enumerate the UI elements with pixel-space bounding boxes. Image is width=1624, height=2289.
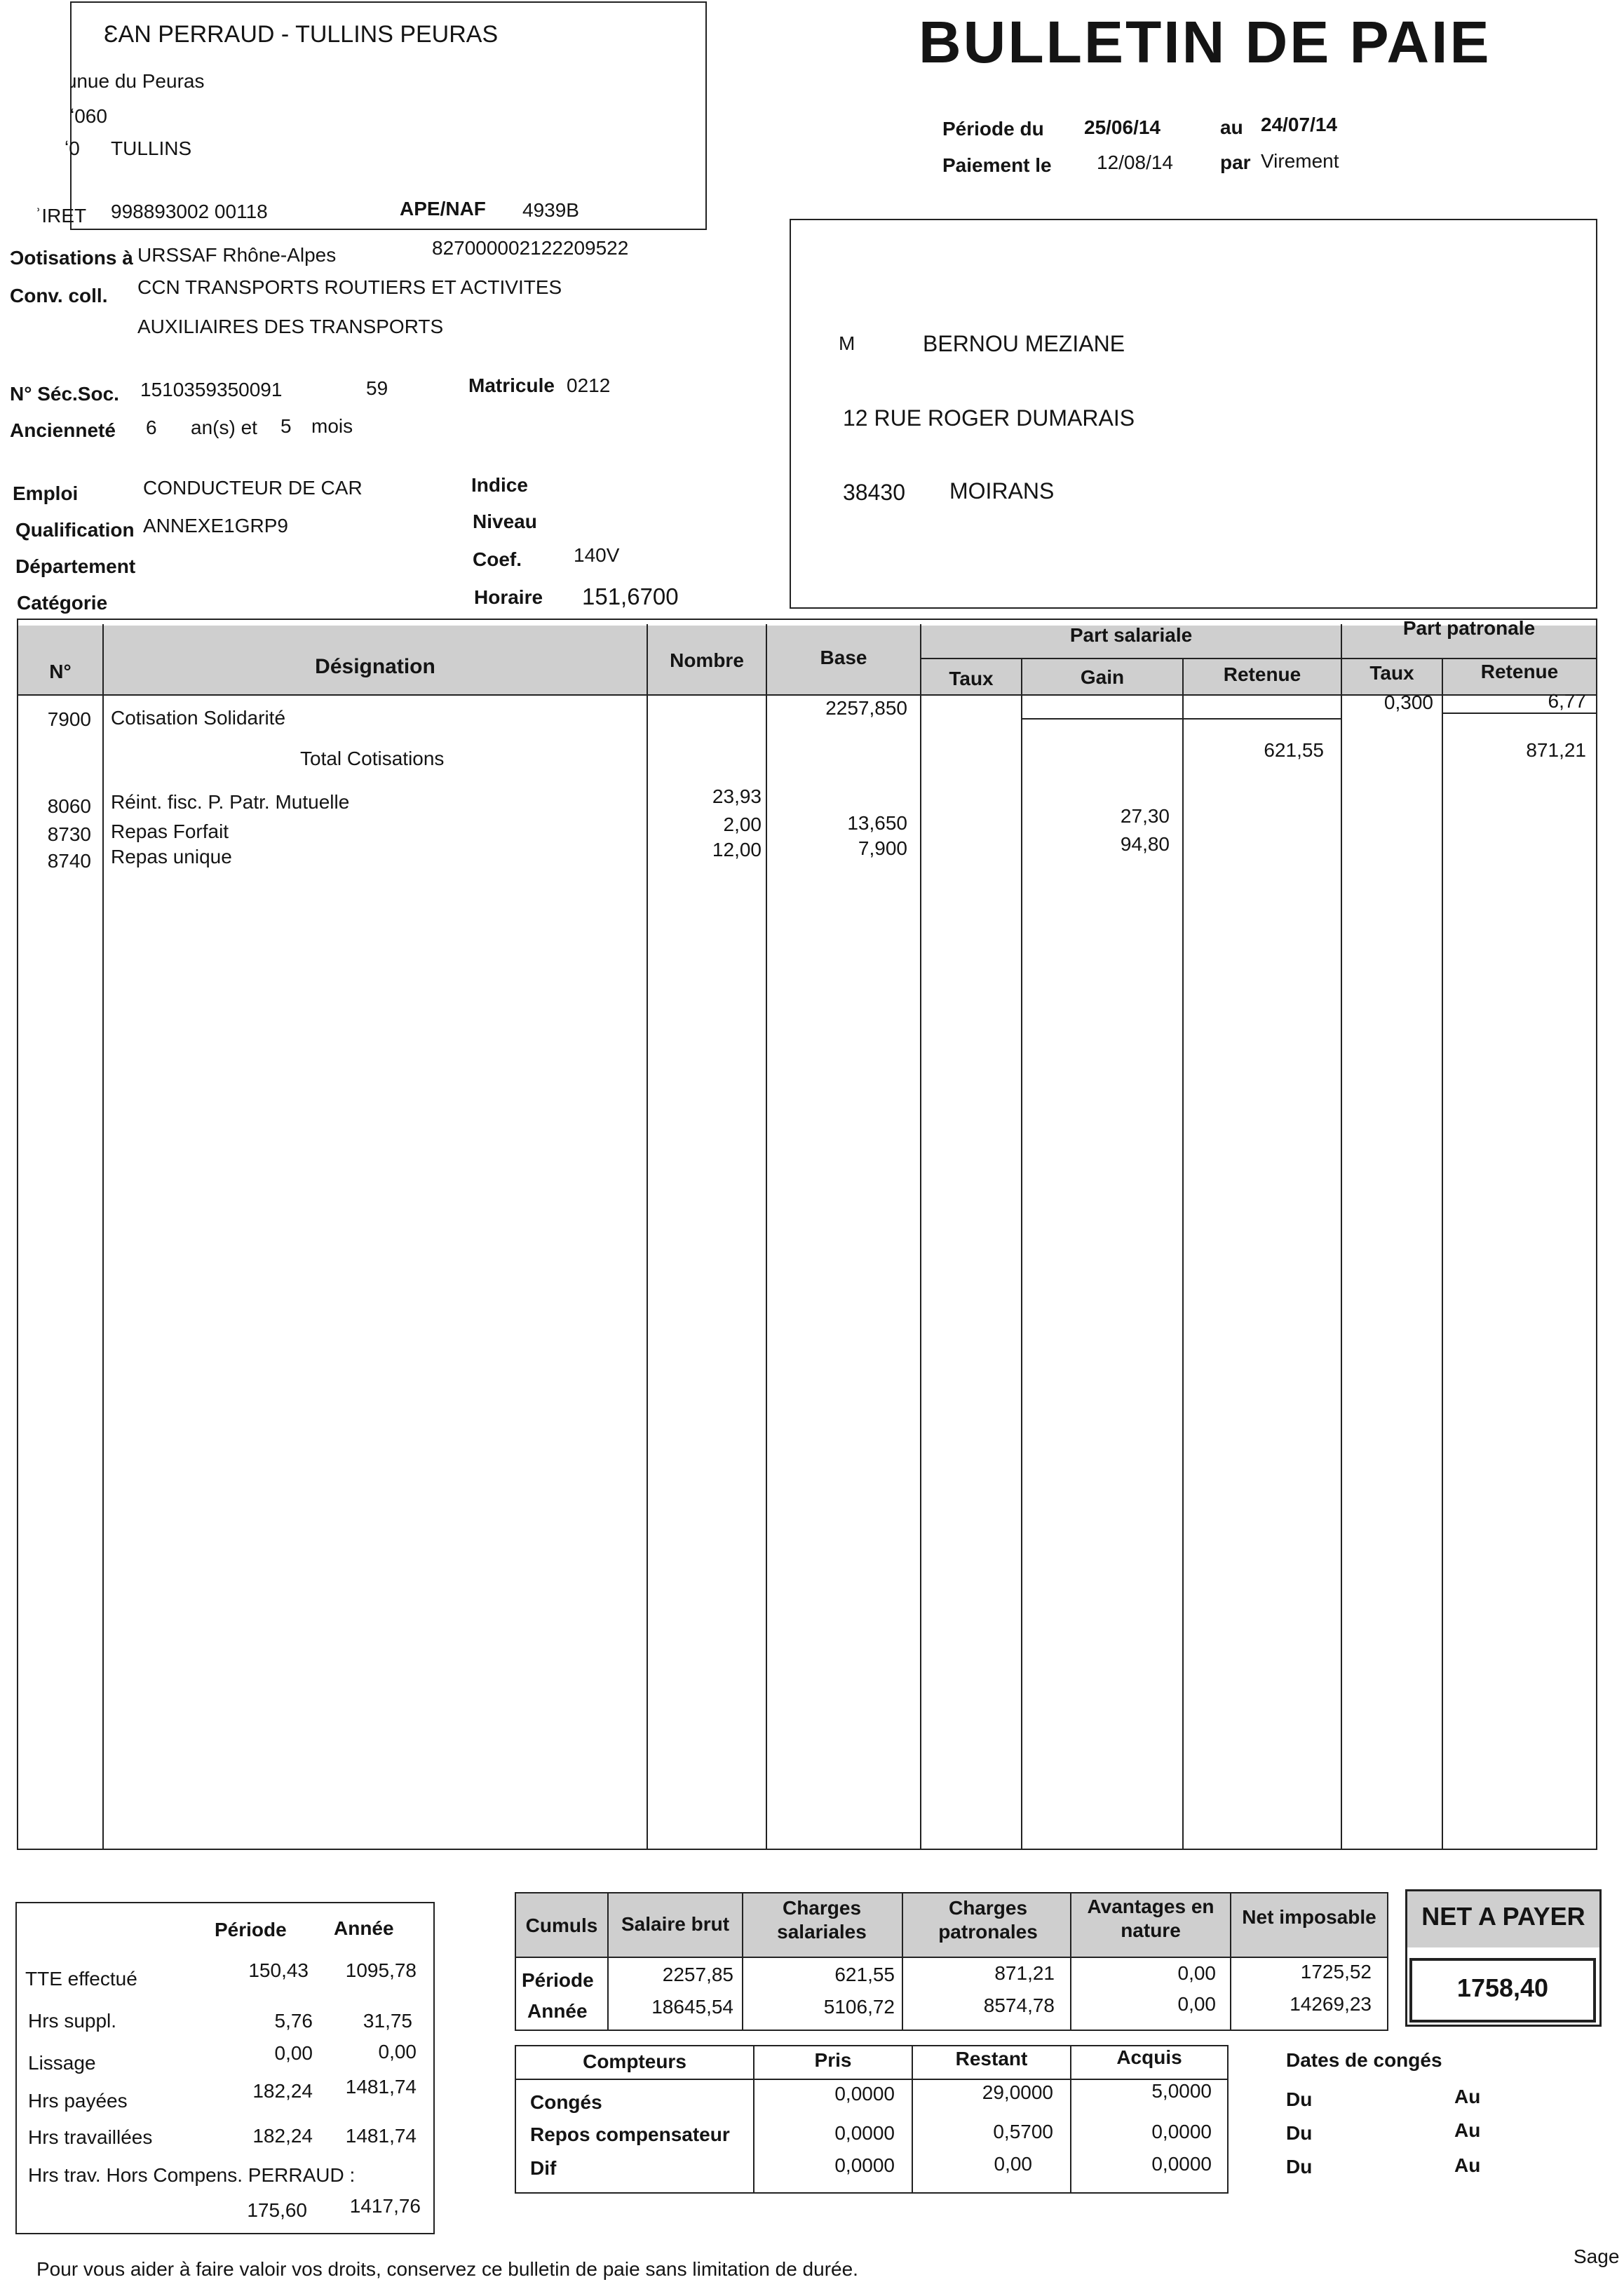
- ape-label: APE/NAF: [400, 198, 486, 220]
- period-from-label: Période du: [942, 118, 1044, 140]
- conges-au: Au: [1454, 2086, 1481, 2107]
- compteurs-pris: 0,0000: [834, 2154, 895, 2176]
- cumuls-avantages: 0,00: [1177, 1993, 1216, 2015]
- conges-du: Du: [1286, 2088, 1313, 2110]
- row-designation: Réint. fisc. P. Patr. Mutuelle: [111, 791, 350, 813]
- row-designation: Total Cotisations: [300, 748, 445, 769]
- employee-city: MOIRANS: [949, 478, 1055, 504]
- conges-du: Du: [1286, 2122, 1313, 2144]
- categorie-label: Catégorie: [17, 592, 108, 614]
- qualification-label: Qualification: [15, 519, 135, 541]
- matricule-value: 0212: [567, 374, 611, 396]
- hours-periode: 150,43: [248, 1959, 309, 1981]
- secsoc-key: 59: [366, 377, 388, 399]
- cumuls-row-label: Période: [522, 1969, 594, 1991]
- cumuls-brut: 18645,54: [651, 1996, 733, 2018]
- payment-via-label: par: [1220, 151, 1251, 173]
- cotisations-org: URSSAF Rhône-Alpes: [137, 244, 337, 266]
- hours-hors-periode: 175,60: [247, 2199, 307, 2221]
- indice-label: Indice: [471, 474, 528, 496]
- compteurs-header: Restant: [955, 2048, 1028, 2069]
- col-num: N°: [49, 661, 72, 682]
- row-num: 8740: [47, 850, 91, 872]
- compteurs-restant: 0,00: [994, 2153, 1032, 2175]
- row-retenue: 621,55: [1264, 739, 1324, 761]
- col-retenue: Retenue: [1223, 663, 1301, 685]
- employee-street: 12 RUE ROGER DUMARAIS: [843, 405, 1135, 431]
- cumuls-pat: 8574,78: [983, 1994, 1055, 2016]
- net-label: NET A PAYER: [1421, 1902, 1585, 1931]
- compteurs-restant: 0,5700: [993, 2121, 1053, 2142]
- col-gain: Gain: [1080, 666, 1125, 688]
- hours-annee: 0,00: [378, 2041, 417, 2062]
- emploi-value: CONDUCTEUR DE CAR: [143, 477, 363, 499]
- hours-hors-annee: 1417,76: [349, 2195, 421, 2217]
- compteurs-acquis: 0,0000: [1151, 2153, 1212, 2175]
- period-from: 25/06/14: [1084, 116, 1161, 138]
- hours-periode: 0,00: [274, 2042, 313, 2064]
- compteurs-acquis: 0,0000: [1151, 2121, 1212, 2142]
- cumuls-header: Salaire brut: [621, 1913, 730, 1935]
- cumuls-net-imposable: 14269,23: [1290, 1993, 1372, 2015]
- hours-annee: 1095,78: [345, 1959, 417, 1981]
- conges-du: Du: [1286, 2156, 1313, 2177]
- payment-via: Virement: [1261, 150, 1339, 172]
- anciennete-years-unit: an(s) et: [191, 417, 257, 438]
- hours-periode: 182,24: [252, 2125, 313, 2147]
- horaire-value: 151,6700: [582, 583, 679, 609]
- matricule-label: Matricule: [468, 374, 555, 396]
- siret-value: 998893002 00118: [111, 201, 268, 222]
- hours-label: Hrs payées: [28, 2090, 128, 2112]
- row-num: 8730: [47, 823, 91, 845]
- row-nombre: 2,00: [723, 813, 762, 835]
- row-base: 13,650: [847, 812, 907, 834]
- col-designation: Désignation: [315, 655, 435, 678]
- net-value: 1758,40: [1456, 1973, 1549, 2002]
- payment-date: 12/08/14: [1097, 151, 1173, 173]
- row-nombre: 23,93: [712, 785, 762, 807]
- row-gain: 27,30: [1120, 805, 1170, 827]
- cumuls-sal: 621,55: [834, 1964, 895, 1985]
- compteurs-header: Compteurs: [583, 2051, 686, 2072]
- col-nombre: Nombre: [670, 649, 744, 671]
- emploi-label: Emploi: [13, 482, 79, 504]
- cumuls-header: Charges salariales: [777, 1897, 867, 1943]
- hours-hors-label: Hrs trav. Hors Compens. PERRAUD :: [28, 2164, 356, 2186]
- employee-postal: 38430: [843, 480, 905, 505]
- conv-line2: AUXILIAIRES DES TRANSPORTS: [137, 316, 444, 337]
- hours-annee: 1481,74: [345, 2076, 417, 2098]
- page-title: BULLETIN DE PAIE: [919, 9, 1491, 75]
- col-part-patronale: Part patronale: [1402, 617, 1536, 639]
- hours-col-periode: Période: [215, 1919, 287, 1940]
- anciennete-label: Ancienneté: [10, 419, 116, 441]
- employer-city-prefix: ʻ0: [65, 137, 80, 159]
- row-base: 7,900: [858, 837, 907, 859]
- coef-label: Coef.: [473, 548, 522, 570]
- niveau-label: Niveau: [473, 511, 537, 532]
- compteurs-label: Repos compensateur: [530, 2123, 730, 2145]
- row-nombre: 12,00: [712, 839, 762, 860]
- row-designation: Repas unique: [111, 846, 232, 867]
- col-part-salariale: Part salariale: [1069, 624, 1193, 646]
- cotisations-label: Ɔotisations à: [10, 247, 133, 269]
- employee-civility: M: [839, 332, 855, 354]
- row-pat-retenue: 6,77: [1548, 690, 1586, 712]
- cumuls-row-label: Année: [527, 2000, 588, 2022]
- col-pat-retenue: Retenue: [1480, 661, 1559, 682]
- conges-au: Au: [1454, 2154, 1481, 2176]
- hours-col-annee: Année: [334, 1917, 394, 1939]
- hours-label: Hrs travaillées: [28, 2126, 153, 2148]
- employee-name: BERNOU MEZIANE: [923, 331, 1125, 356]
- cumuls-avantages: 0,00: [1177, 1962, 1216, 1984]
- secsoc-value: 1510359350091: [140, 379, 283, 400]
- employer-street: ɹnue du Peuras: [70, 70, 205, 92]
- horaire-label: Horaire: [474, 586, 543, 608]
- footer-brand: Sage: [1574, 2246, 1620, 2267]
- anciennete-months-unit: mois: [311, 415, 353, 437]
- col-pat-taux: Taux: [1369, 662, 1414, 684]
- row-num: 8060: [47, 795, 91, 817]
- footer-note: Pour vous aider à faire valoir vos droits, conservez ce bulletin de paie sans limitation de durée.: [36, 2258, 858, 2280]
- cumuls-sal: 5106,72: [823, 1996, 895, 2018]
- ape-value: 4939B: [522, 199, 579, 221]
- employer-postal: ʻ060: [70, 105, 107, 127]
- anciennete-years: 6: [146, 417, 157, 438]
- hours-annee: 31,75: [363, 2010, 412, 2032]
- hours-label: TTE effectué: [25, 1968, 137, 1990]
- employer-name: ƐAN PERRAUD - TULLINS PEURAS: [104, 21, 499, 48]
- hours-periode: 182,24: [252, 2080, 313, 2102]
- payment-label: Paiement le: [942, 154, 1052, 176]
- compteurs-label: Congés: [530, 2091, 602, 2113]
- siret-label: ʾIRET: [35, 205, 87, 227]
- compteurs-restant: 29,0000: [982, 2081, 1053, 2103]
- hours-annee: 1481,74: [345, 2125, 417, 2147]
- conges-title: Dates de congés: [1286, 2049, 1442, 2071]
- compteurs-acquis: 5,0000: [1151, 2080, 1212, 2102]
- period-to: 24/07/14: [1261, 114, 1337, 135]
- period-to-label: au: [1220, 116, 1243, 138]
- conv-line1: CCN TRANSPORTS ROUTIERS ET ACTIVITES: [137, 276, 562, 298]
- row-designation: Repas Forfait: [111, 821, 229, 842]
- coef-value: 140V: [574, 544, 620, 566]
- hours-label: Hrs suppl.: [28, 2010, 117, 2032]
- cumuls-header: Charges patronales: [938, 1897, 1038, 1943]
- anciennete-months: 5: [280, 415, 292, 437]
- compteurs-header: Acquis: [1116, 2046, 1182, 2068]
- row-base: 2257,850: [825, 697, 907, 719]
- conv-label: Conv. coll.: [10, 285, 108, 306]
- secsoc-label: N° Séc.Soc.: [10, 383, 119, 405]
- cumuls-header: Avantages en nature: [1087, 1896, 1214, 1941]
- qualification-value: ANNEXE1GRP9: [143, 515, 288, 536]
- row-pat-retenue: 871,21: [1526, 739, 1586, 761]
- row-gain: 94,80: [1120, 833, 1170, 855]
- compteurs-label: Dif: [530, 2157, 557, 2179]
- cumuls-net-imposable: 1725,52: [1300, 1961, 1372, 1983]
- cumuls-header: Net imposable: [1242, 1906, 1376, 1928]
- departement-label: Département: [15, 555, 136, 577]
- compteurs-pris: 0,0000: [834, 2122, 895, 2144]
- col-base: Base: [820, 647, 867, 668]
- row-num: 7900: [47, 708, 91, 730]
- employer-city: TULLINS: [111, 137, 192, 159]
- cumuls-header: Cumuls: [525, 1915, 598, 1936]
- row-designation: Cotisation Solidarité: [111, 707, 286, 729]
- cumuls-pat: 871,21: [994, 1962, 1055, 1984]
- hours-label: Lissage: [28, 2052, 96, 2074]
- compteurs-header: Pris: [814, 2049, 852, 2071]
- hours-periode: 5,76: [274, 2010, 313, 2032]
- conges-au: Au: [1454, 2119, 1481, 2141]
- compteurs-pris: 0,0000: [834, 2083, 895, 2105]
- cumuls-brut: 2257,85: [662, 1964, 733, 1985]
- col-taux: Taux: [949, 668, 994, 689]
- row-pat-taux: 0,300: [1383, 691, 1433, 713]
- cotisations-num: 827000002122209522: [432, 237, 629, 259]
